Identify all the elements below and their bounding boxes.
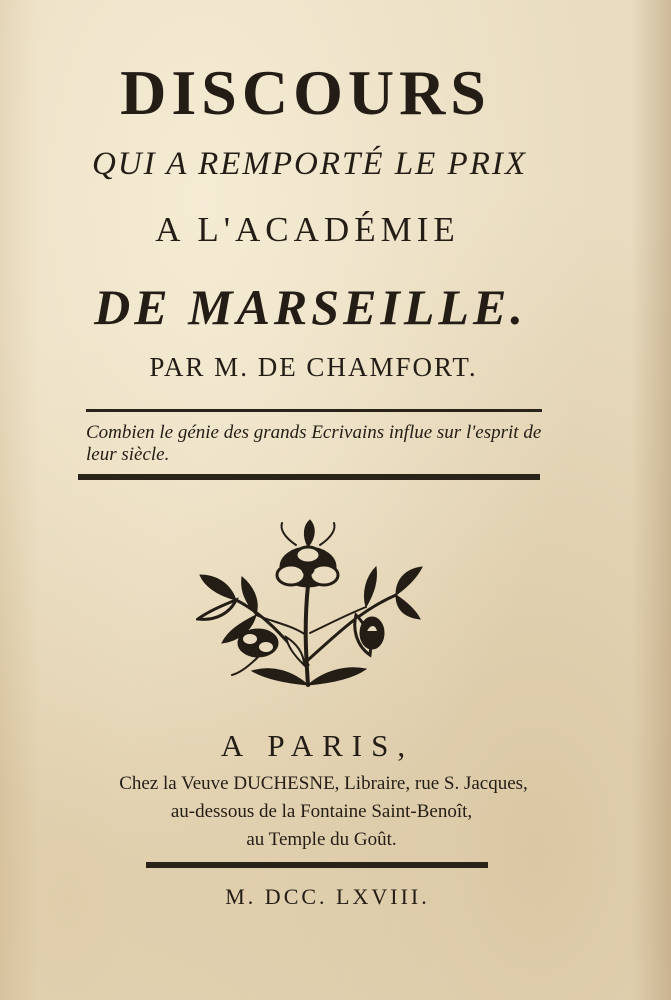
imprint-line-2: au-dessous de la Fontaine Saint-Benoît,: [170, 801, 473, 822]
imprint-line-3: au Temple du Goût.: [246, 829, 397, 850]
publication-date: M. DCC. LXVIII.: [225, 884, 430, 909]
epigraph: Combien le génie des grands Ecrivains influe sur l'esprit de leur siècle.: [86, 422, 542, 465]
subtitle-line-1: QUI A REMPORTÉ LE PRIX: [91, 146, 528, 182]
flower-ornament-icon: [196, 515, 424, 690]
author-line: PAR M. DE CHAMFORT.: [149, 352, 478, 382]
imprint-place: A PARIS,: [220, 728, 415, 763]
epigraph-rule: [78, 474, 540, 480]
subtitle-line-3: DE MARSEILLE.: [94, 279, 527, 335]
top-rule: [86, 409, 542, 412]
imprint-rule: [146, 862, 488, 868]
subtitle-line-2: A L'ACADÉMIE: [155, 210, 460, 249]
book-title: DISCOURS: [120, 57, 491, 128]
imprint-line-1: Chez la Veuve DUCHESNE, Libraire, rue S. Jacques,: [119, 773, 528, 794]
